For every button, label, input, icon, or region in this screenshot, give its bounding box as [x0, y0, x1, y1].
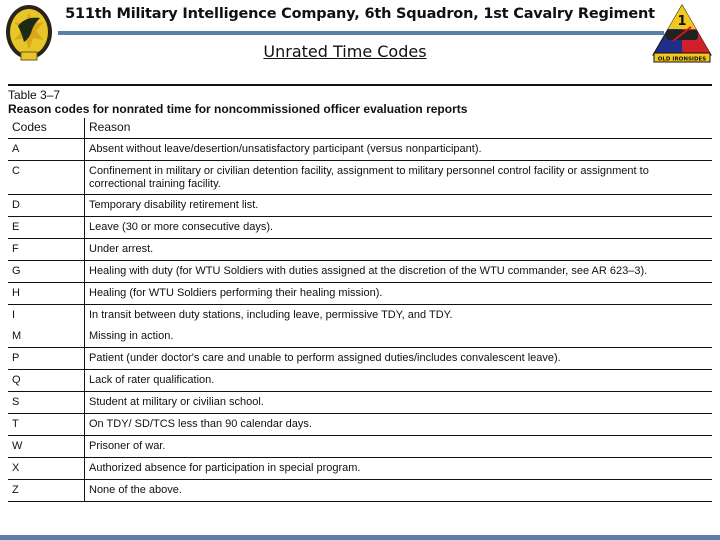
table-header-row	[8, 118, 712, 139]
table-row	[8, 195, 712, 217]
reason-cell: On TDY/ SD/TCS less than 90 calendar days.	[85, 414, 713, 436]
reason-cell: Missing in action.	[85, 326, 713, 348]
table-row	[8, 261, 712, 283]
header-divider	[58, 31, 664, 35]
table-row	[8, 392, 712, 414]
code-cell: I	[8, 305, 85, 327]
code-cell: Q	[8, 370, 85, 392]
reason-cell: Under arrest.	[85, 239, 713, 261]
column-header-reason: Reason	[85, 118, 713, 139]
document-excerpt	[8, 84, 712, 502]
reason-cell: Prisoner of war.	[85, 436, 713, 458]
code-cell: H	[8, 283, 85, 305]
code-cell: X	[8, 458, 85, 480]
table-row	[8, 305, 712, 327]
table-row	[8, 458, 712, 480]
table-row	[8, 326, 712, 348]
table-caption: Reason codes for nonrated time for noncommissioned officer evaluation reports	[8, 102, 468, 116]
reason-cell: Temporary disability retirement list.	[85, 195, 713, 217]
column-header-codes: Codes	[8, 118, 85, 139]
code-cell: S	[8, 392, 85, 414]
page-title: 511th Military Intelligence Company, 6th Squadron, 1st Cavalry Regiment	[65, 6, 655, 22]
reason-cell: In transit between duty stations, including leave, permissive TDY, and TDY.	[89, 309, 453, 321]
reason-cell: Healing (for WTU Soldiers performing their healing mission).	[85, 283, 713, 305]
svg-text:OLD IRONSIDES: OLD IRONSIDES	[657, 56, 707, 63]
table-row	[8, 436, 712, 458]
reason-cell: Confinement in military or civilian detention facility, assignment to military personnel control facility or assignment to correctional training facility.	[85, 161, 713, 195]
code-cell: P	[8, 348, 85, 370]
code-cell: T	[8, 414, 85, 436]
code-cell: M	[8, 326, 85, 348]
table-row	[8, 348, 712, 370]
table-row	[8, 161, 712, 195]
table-row	[8, 217, 712, 239]
code-cell: D	[8, 195, 85, 217]
footer-divider	[0, 535, 720, 540]
code-cell: Z	[8, 480, 85, 502]
reason-cell: Absent without leave/desertion/unsatisfactory participant (versus nonparticipant).	[85, 139, 713, 161]
reason-cell: Healing with duty (for WTU Soldiers with duties assigned at the discretion of the WTU commander, see AR 623–3).	[85, 261, 713, 283]
code-cell: W	[8, 436, 85, 458]
table-row	[8, 414, 712, 436]
reason-cell: None of the above.	[85, 480, 713, 502]
table-row	[8, 370, 712, 392]
reason-codes-table	[8, 118, 712, 502]
code-cell: G	[8, 261, 85, 283]
table-row	[8, 283, 712, 305]
reason-cell: Lack of rater qualification.	[85, 370, 713, 392]
1st-armored-division-patch-icon	[651, 3, 713, 63]
code-cell: E	[8, 217, 85, 239]
table-top-rule	[8, 84, 712, 86]
table-number: Table 3–7	[8, 88, 61, 102]
table-row	[8, 139, 712, 161]
reason-cell: Student at military or civilian school.	[85, 392, 713, 414]
svg-text:1: 1	[677, 14, 687, 29]
code-cell: C	[8, 161, 85, 195]
code-cell: F	[8, 239, 85, 261]
reason-cell: Authorized absence for participation in special program.	[85, 458, 713, 480]
reason-cell: Patient (under doctor's care and unable to perform assigned duties/includes convalescent leave).	[85, 348, 713, 370]
table-row	[8, 239, 712, 261]
reason-cell: Leave (30 or more consecutive days).	[85, 217, 713, 239]
table-row	[8, 480, 712, 502]
code-cell: A	[8, 139, 85, 161]
slide-subtitle: Unrated Time Codes	[263, 42, 427, 61]
